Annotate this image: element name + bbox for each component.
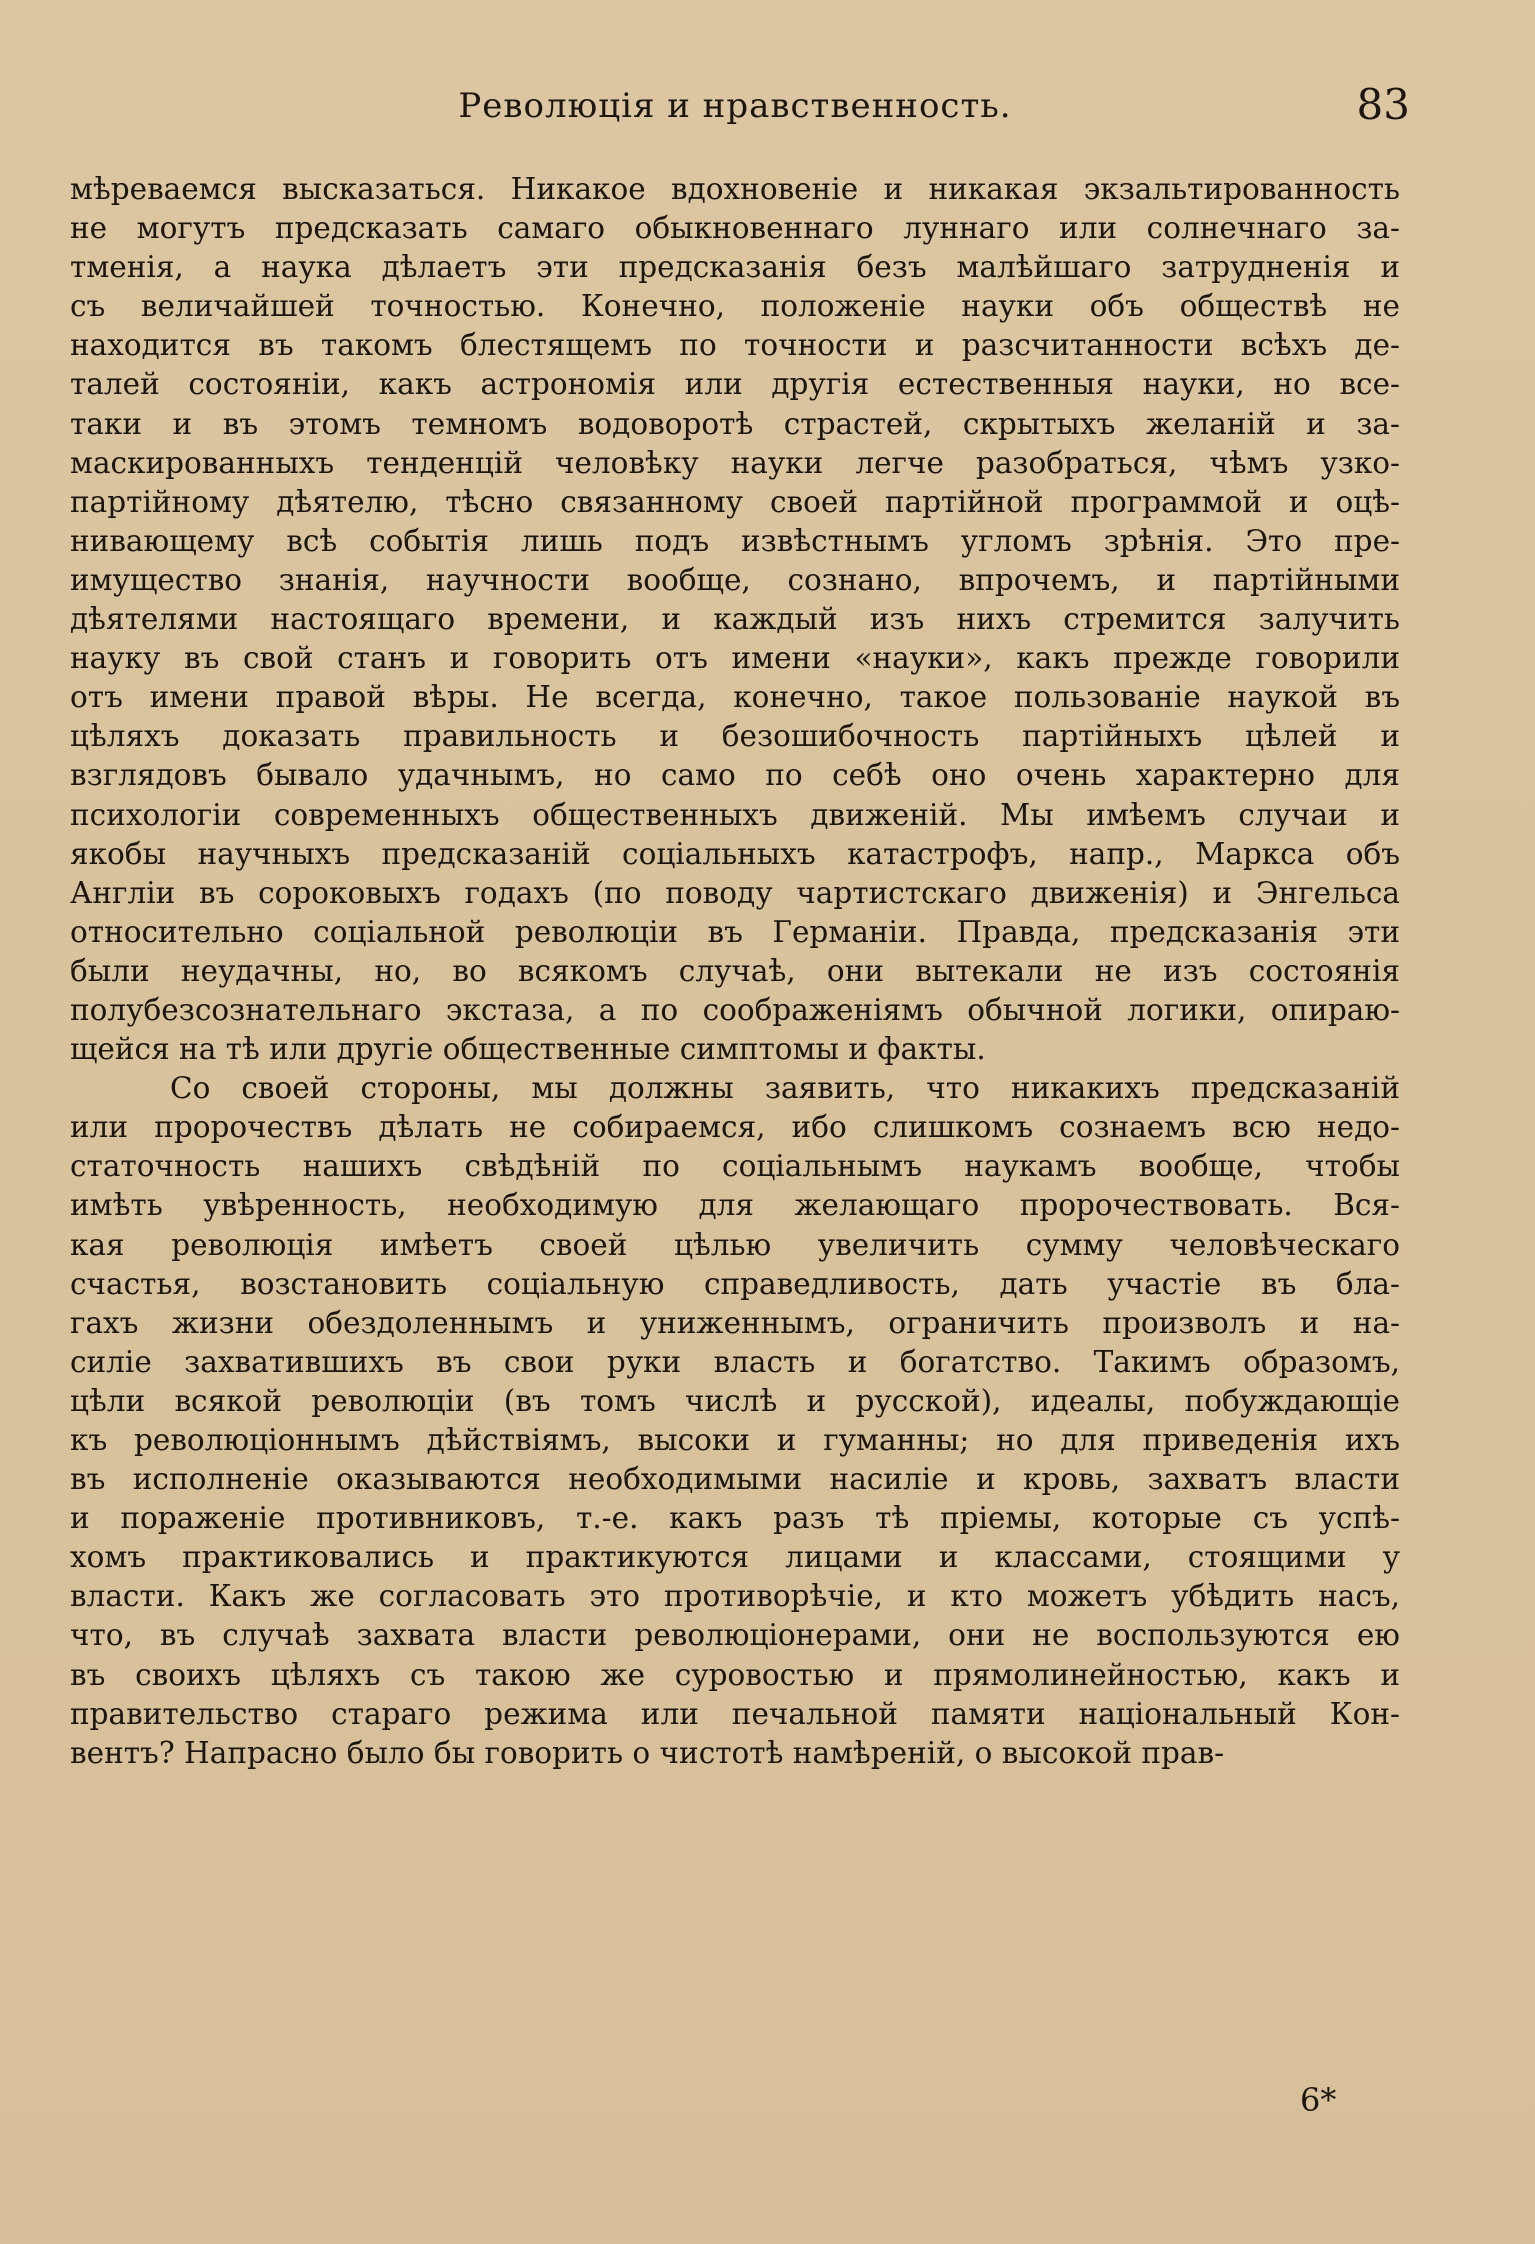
text-line: цѣли всякой революціи (въ томъ числѣ и русской), идеалы, побуждающіе: [70, 1383, 1400, 1418]
text-line: правительство стараго режима или печальной памяти національный Кон-: [70, 1696, 1400, 1731]
text-line: съ величайшей точностью. Конечно, положеніе науки объ обществѣ не: [70, 289, 1400, 324]
text-line: въ исполненіе оказываются необходимыми насиліе и кровь, захватъ власти: [70, 1462, 1400, 1497]
text-line: тменія, а наука дѣлаетъ эти предсказанія безъ малѣйшаго затрудненія и: [70, 250, 1400, 285]
text-line: отъ имени правой вѣры. Не всегда, конечно, такое пользованіе наукой въ: [70, 680, 1400, 715]
text-line: Англіи въ сороковыхъ годахъ (по поводу чартистскаго движенія) и Энгельса: [70, 875, 1400, 910]
text-line: нивающему всѣ событія лишь подъ извѣстнымъ угломъ зрѣнія. Это пре-: [70, 523, 1400, 558]
page-number: 83: [1356, 80, 1410, 129]
text-line: статочность нашихъ свѣдѣній по соціальнымъ наукамъ вообще, чтобы: [70, 1149, 1400, 1184]
text-line: хомъ практиковались и практикуются лицами и классами, стоящими у: [70, 1540, 1400, 1575]
text-line: цѣляхъ доказать правильность и безошибочность партійныхъ цѣлей и: [70, 719, 1400, 754]
signature-mark: 6*: [1300, 2081, 1337, 2119]
text-line: не могутъ предсказать самаго обыкновеннаго луннаго или солнечнаго за-: [70, 211, 1400, 246]
text-line: якобы научныхъ предсказаній соціальныхъ катастрофъ, напр., Маркса объ: [70, 836, 1400, 871]
text-line: власти. Какъ же согласовать это противорѣчіе, и кто можетъ убѣдить насъ,: [70, 1579, 1400, 1614]
text-line: партійному дѣятелю, тѣсно связанному своей партійной программой и оцѣ-: [70, 484, 1400, 519]
text-line: науку въ свой станъ и говорить отъ имени «науки», какъ прежде говорили: [70, 641, 1400, 676]
text-line: мѣреваемся высказаться. Никакое вдохновеніе и никакая экзальтированность: [70, 172, 1400, 206]
text-line: вентъ? Напрасно было бы говорить о чистотѣ намѣреній, о высокой прав-: [70, 1735, 1225, 1770]
text-line: полубезсознательнаго экстаза, а по соображеніямъ обычной логики, опираю-: [70, 992, 1400, 1027]
text-line: имѣть увѣренность, необходимую для желающаго пророчествовать. Вся-: [70, 1188, 1400, 1223]
text-line: въ своихъ цѣляхъ съ такою же суровостью и прямолинейностью, какъ и: [70, 1657, 1400, 1692]
text-line: силіе захватившихъ въ свои руки власть и богатство. Такимъ образомъ,: [70, 1344, 1400, 1379]
text-line: кая революція имѣетъ своей цѣлью увеличить сумму человѣческаго: [70, 1227, 1400, 1262]
text-line: что, въ случаѣ захвата власти революціонерами, они не воспользуются ею: [70, 1618, 1400, 1653]
text-line: были неудачны, но, во всякомъ случаѣ, они вытекали не изъ состоянія: [70, 953, 1400, 988]
text-line: относительно соціальной революціи въ Германіи. Правда, предсказанія эти: [70, 914, 1400, 949]
text-line: имущество знанія, научности вообще, сознано, впрочемъ, и партійными: [70, 562, 1400, 597]
text-line: Со своей стороны, мы должны заявить, что никакихъ предсказаній: [170, 1071, 1400, 1106]
text-line: счастья, возстановить соціальную справедливость, дать участіе въ бла-: [70, 1266, 1400, 1301]
text-line: и пораженіе противниковъ, т.-е. какъ разъ тѣ пріемы, которые съ успѣ-: [70, 1501, 1400, 1536]
text-line: психологіи современныхъ общественныхъ движеній. Мы имѣемъ случаи и: [70, 797, 1400, 832]
running-title: Революція и нравственность.: [458, 86, 1012, 126]
text-line: талей состояніи, какъ астрономія или другія естественныя науки, но все-: [70, 367, 1400, 402]
text-line: дѣятелями настоящаго времени, и каждый изъ нихъ стремится залучить: [70, 602, 1400, 637]
text-line: находится въ такомъ блестящемъ по точности и разсчитанности всѣхъ де-: [70, 328, 1400, 363]
text-line: гахъ жизни обездоленнымъ и униженнымъ, ограничить произволъ и на-: [70, 1305, 1400, 1340]
text-line: къ революціоннымъ дѣйствіямъ, высоки и гуманны; но для приведенія ихъ: [70, 1423, 1400, 1457]
text-line: взглядовъ бывало удачнымъ, но само по себѣ оно очень характерно для: [70, 758, 1400, 793]
page-header: [70, 80, 1410, 142]
page-body: [70, 170, 1400, 1773]
text-line: или пророчествъ дѣлать не собираемся, ибо слишкомъ сознаемъ всю недо-: [70, 1110, 1400, 1145]
text-line: щейся на тѣ или другіе общественные симптомы и факты.: [70, 1032, 986, 1067]
text-line: маскированныхъ тенденцій человѣку науки легче разобраться, чѣмъ узко-: [70, 445, 1400, 480]
text-line: таки и въ этомъ темномъ водоворотѣ страстей, скрытыхъ желаній и за-: [70, 406, 1400, 441]
